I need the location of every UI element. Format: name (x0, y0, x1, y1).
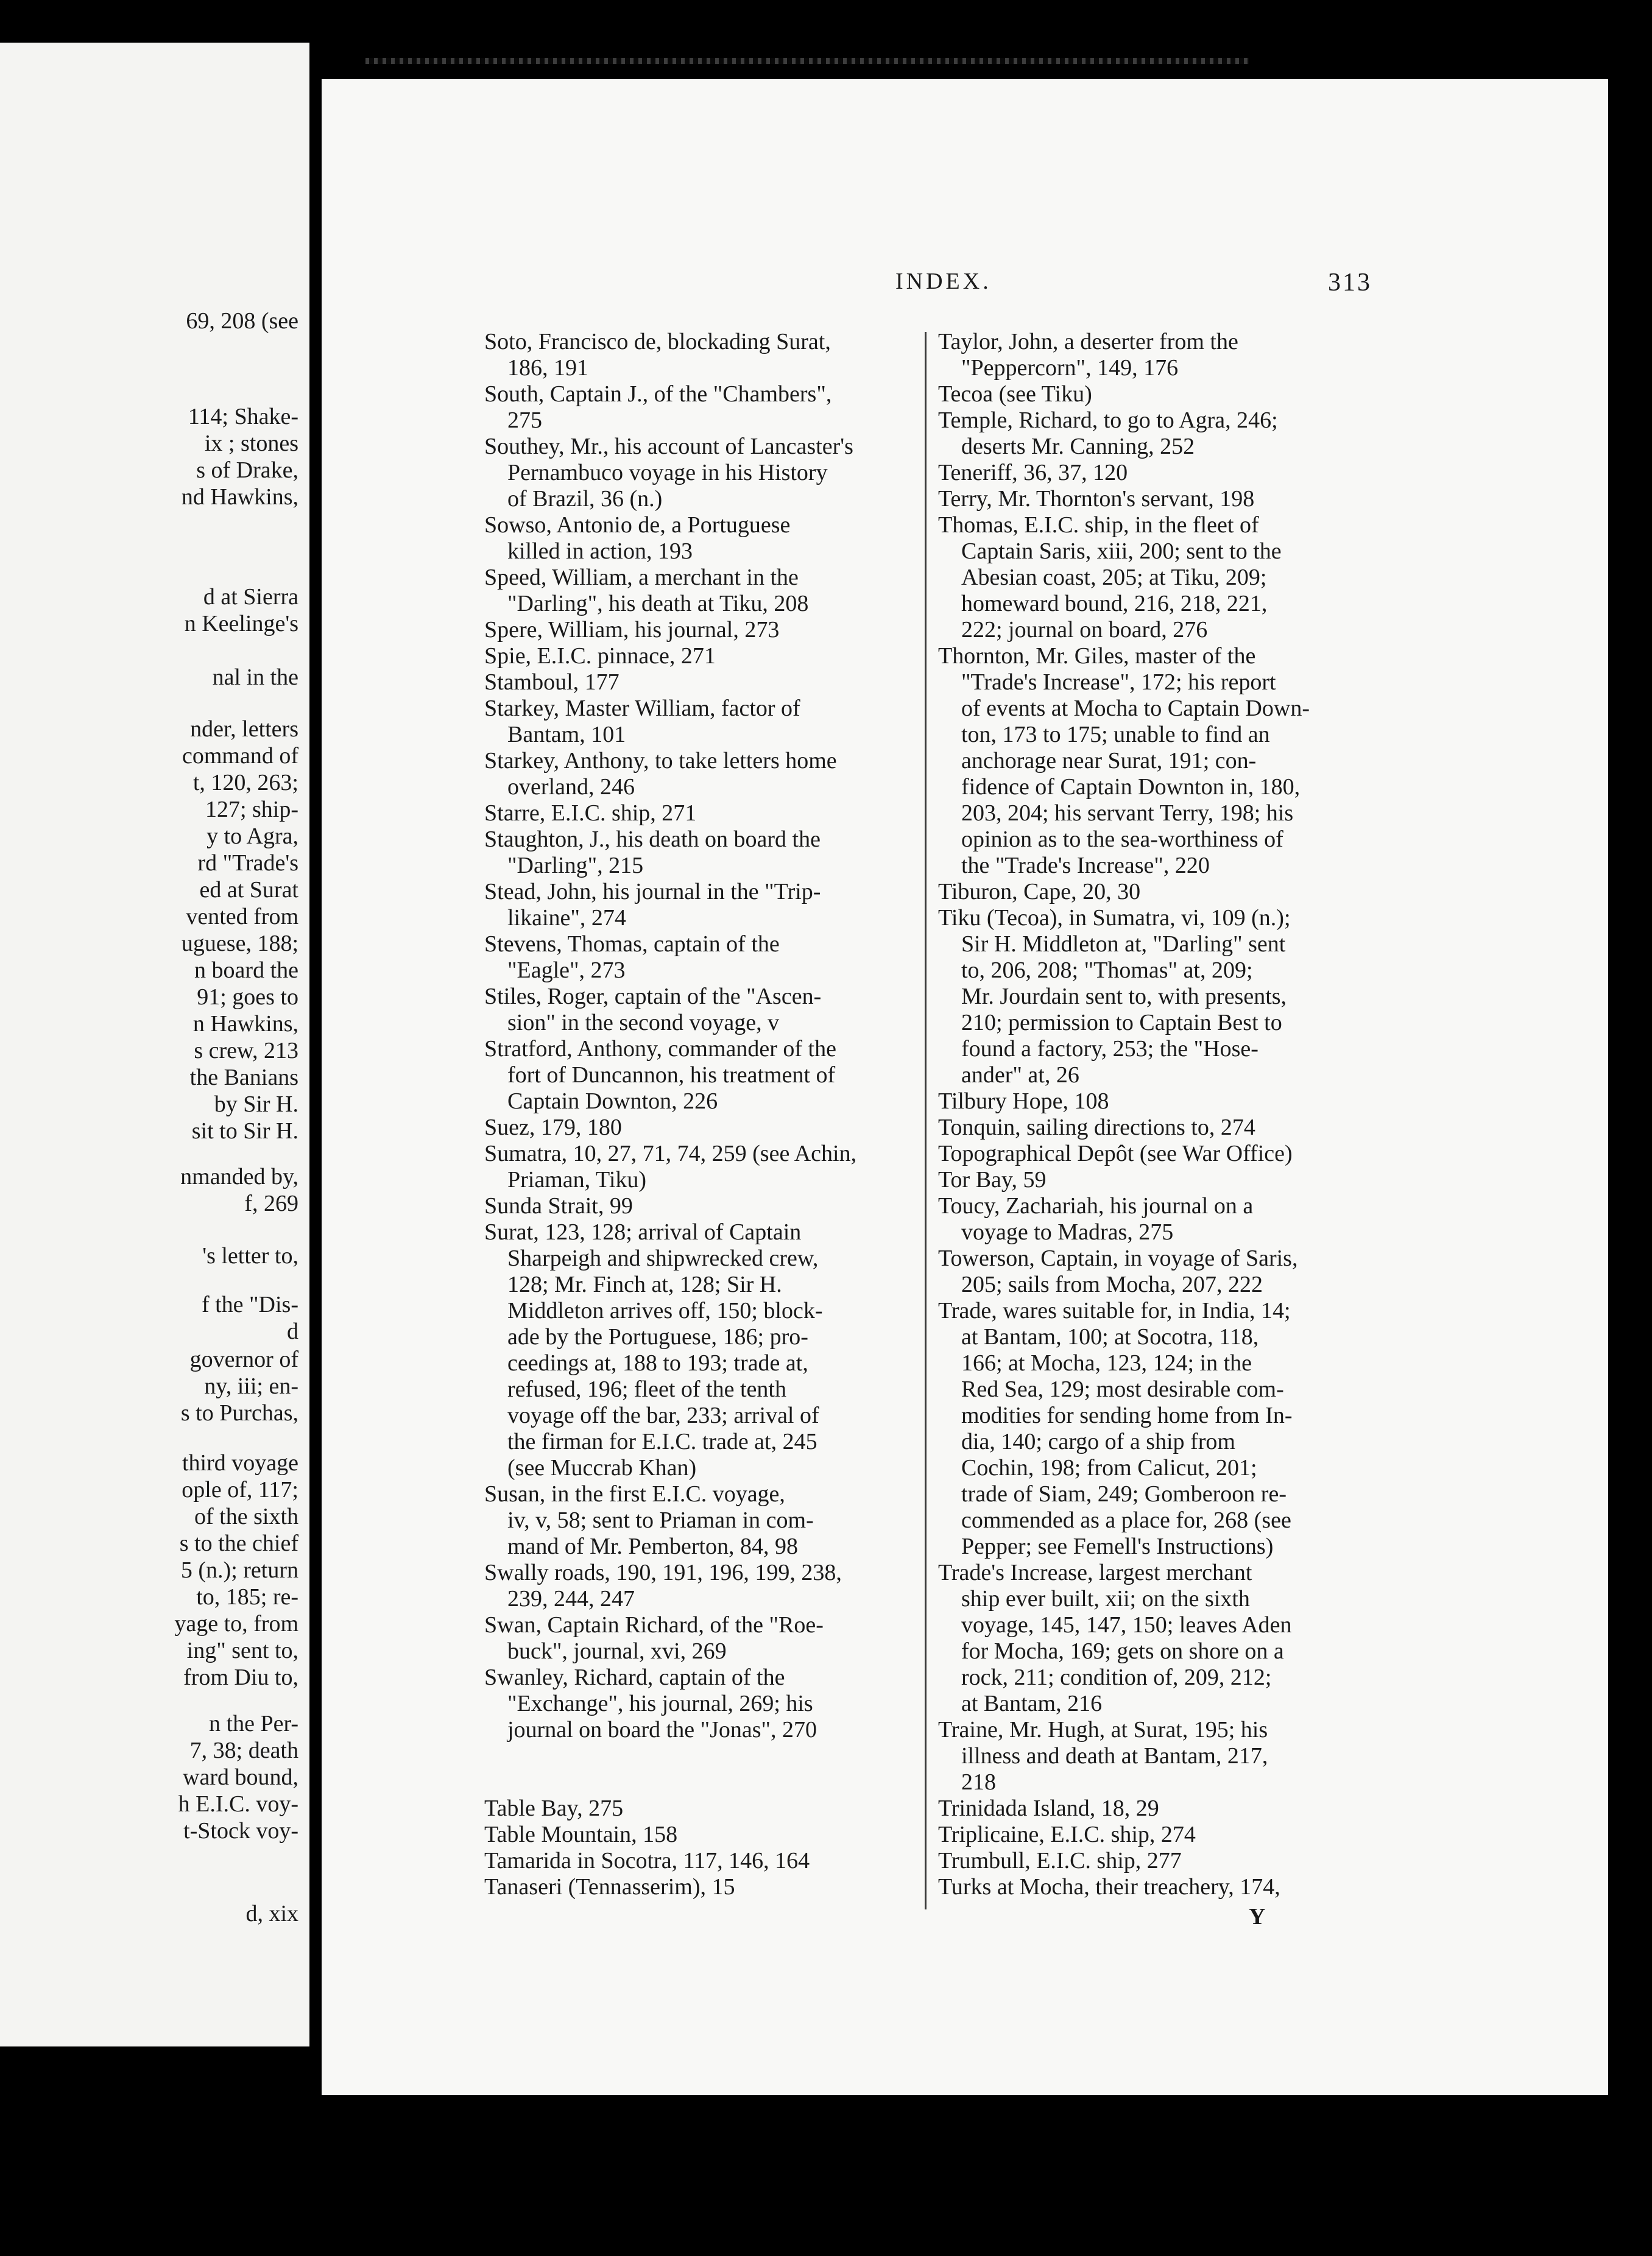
entry-heading-line: Tiku (Tecoa), in Sumatra, vi, 109 (n.); (938, 905, 1291, 931)
left-page-fragment: governor of (189, 1347, 298, 1372)
entry-heading-line: Taylor, John, a deserter from the (938, 329, 1238, 354)
entry-continuation-line: Bantam, 101 (507, 722, 626, 747)
left-page-fragment: s crew, 213 (194, 1038, 298, 1063)
entry-continuation-line: refused, 196; fleet of the tenth (507, 1377, 786, 1402)
entry-continuation-line: at Bantam, 216 (961, 1691, 1103, 1716)
left-page-fragment: n Keelinge's (184, 611, 298, 636)
entry-heading-line: South, Captain J., of the "Chambers", (484, 381, 832, 407)
entry-continuation-line: Abesian coast, 205; at Tiku, 209; (961, 565, 1267, 590)
entry-heading-line: Stevens, Thomas, captain of the (484, 931, 780, 957)
entry-heading-line: Starkey, Anthony, to take letters home (484, 748, 837, 774)
entry-continuation-line: Pernambuco voyage in his History (507, 460, 828, 485)
index-entry (938, 460, 1378, 486)
left-page-fragment: s of Drake, (196, 457, 298, 483)
left-page-fragment: n Hawkins, (192, 1011, 298, 1037)
entry-continuation-line: fort of Duncannon, his treatment of (507, 1062, 836, 1088)
entry-continuation-line: "Darling", his death at Tiku, 208 (507, 591, 809, 616)
index-entry (484, 984, 935, 1036)
entry-heading-line: Teneriff, 36, 37, 120 (938, 460, 1128, 485)
entry-heading-line: Tonquin, sailing directions to, 274 (938, 1115, 1255, 1140)
index-entry (938, 1874, 1378, 1900)
entry-heading-line: Temple, Richard, to go to Agra, 246; (938, 407, 1278, 433)
index-entry (484, 565, 935, 617)
entry-continuation-line: homeward bound, 216, 218, 221, (961, 591, 1268, 616)
index-entry (484, 643, 935, 669)
index-entry (484, 512, 935, 565)
entry-continuation-line: 275 (507, 407, 542, 433)
entry-heading-line: Staughton, J., his death on board the (484, 827, 821, 852)
entry-heading-line: Trinidada Island, 18, 29 (938, 1796, 1159, 1821)
index-entry (484, 800, 935, 827)
entry-heading-line: Toucy, Zachariah, his journal on a (938, 1193, 1254, 1219)
entry-continuation-line: 166; at Mocha, 123, 124; in the (961, 1350, 1252, 1376)
index-entry (484, 1481, 935, 1560)
index-entry (484, 827, 935, 879)
entry-heading-line: Swan, Captain Richard, of the "Roe- (484, 1612, 824, 1638)
entry-continuation-line: Middleton arrives off, 150; block- (507, 1298, 823, 1324)
left-page-fragment: ed at Surat (199, 877, 298, 903)
index-entry (938, 512, 1378, 643)
left-page-fragment: t, 120, 263; (192, 770, 298, 795)
left-page-fragment: nder, letters (190, 716, 298, 742)
entry-continuation-line: journal on board the "Jonas", 270 (507, 1717, 817, 1743)
entry-continuation-line: voyage, 145, 147, 150; leaves Aden (961, 1612, 1292, 1638)
entry-heading-line: Turks at Mocha, their treachery, 174, (938, 1874, 1280, 1900)
index-entry (938, 1717, 1378, 1796)
entry-continuation-line: Sir H. Middleton at, "Darling" sent (961, 931, 1286, 957)
entry-heading-line: Stiles, Roger, captain of the "Ascen- (484, 984, 822, 1009)
left-page-fragment: ople of, 117; (182, 1477, 298, 1503)
index-entry (484, 1141, 935, 1193)
entry-continuation-line: ship ever built, xii; on the sixth (961, 1586, 1250, 1612)
left-facing-page (0, 43, 309, 2046)
entry-continuation-line: Captain Downton, 226 (507, 1088, 718, 1114)
entry-heading-line: Towerson, Captain, in voyage of Saris, (938, 1246, 1298, 1271)
entry-continuation-line: at Bantam, 100; at Socotra, 118, (961, 1324, 1259, 1350)
index-entry (938, 643, 1378, 879)
left-page-fragment: d (287, 1319, 298, 1344)
entry-continuation-line: overland, 246 (507, 774, 635, 800)
entry-heading-line: Trumbull, E.I.C. ship, 277 (938, 1848, 1182, 1874)
index-entry (484, 879, 935, 931)
left-page-fragment: 114; Shake- (188, 404, 298, 429)
index-entry (938, 1822, 1378, 1848)
entry-continuation-line: Pepper; see Femell's Instructions) (961, 1534, 1274, 1559)
left-page-fragment: 5 (n.); return (180, 1557, 298, 1583)
entry-heading-line: Starkey, Master William, factor of (484, 696, 800, 721)
entry-continuation-line: 218 (961, 1769, 996, 1795)
index-entry (484, 1560, 935, 1612)
entry-heading-line: Susan, in the first E.I.C. voyage, (484, 1481, 785, 1507)
entry-continuation-line: Red Sea, 129; most desirable com- (961, 1377, 1284, 1402)
left-page-fragment: s to Purchas, (180, 1400, 298, 1426)
entry-heading-line: Sowso, Antonio de, a Portuguese (484, 512, 791, 538)
left-page-fragment: nal in the (212, 664, 298, 690)
entry-continuation-line: 203, 204; his servant Terry, 198; his (961, 800, 1294, 826)
entry-heading-line: Spere, William, his journal, 273 (484, 617, 780, 643)
left-page-fragment: 69, 208 (see (186, 308, 298, 334)
left-page-fragment: uguese, 188; (181, 931, 298, 956)
entry-heading-line: Thornton, Mr. Giles, master of the (938, 643, 1256, 669)
index-entry (938, 486, 1378, 512)
entry-heading-line: Suez, 179, 180 (484, 1115, 622, 1140)
signature-mark: Y (1249, 1904, 1266, 1930)
index-entry (484, 329, 935, 381)
index-entry (938, 1560, 1378, 1717)
entry-continuation-line: Sharpeigh and shipwrecked crew, (507, 1246, 819, 1271)
entry-continuation-line: iv, v, 58; sent to Priaman in com- (507, 1507, 814, 1533)
left-page-fragment: d at Sierra (203, 584, 298, 610)
entry-continuation-line: fidence of Captain Downton in, 180, (961, 774, 1301, 800)
index-entry (938, 879, 1378, 905)
index-entry (938, 1167, 1378, 1193)
index-entry (484, 1822, 935, 1848)
entry-continuation-line: ade by the Portuguese, 186; pro- (507, 1324, 808, 1350)
left-page-fragment: from Diu to, (183, 1665, 298, 1690)
left-page-fragment: 127; ship- (205, 797, 298, 822)
entry-continuation-line: killed in action, 193 (507, 538, 693, 564)
column-divider (925, 332, 927, 1909)
index-column-left (484, 329, 935, 1900)
entry-continuation-line: commended as a place for, 268 (see (961, 1507, 1291, 1533)
entry-heading-line: Table Mountain, 158 (484, 1822, 678, 1847)
entry-heading-line: Spie, E.I.C. pinnace, 271 (484, 643, 716, 669)
entry-heading-line: Trade, wares suitable for, in India, 14; (938, 1298, 1291, 1324)
index-entry (484, 381, 935, 434)
left-page-fragment: rd "Trade's (197, 850, 298, 876)
index-entry (938, 1193, 1378, 1246)
entry-heading-line: Table Bay, 275 (484, 1796, 624, 1821)
entry-heading-line: Stratford, Anthony, commander of the (484, 1036, 836, 1062)
entry-continuation-line: voyage to Madras, 275 (961, 1219, 1174, 1245)
left-page-fragment: n board the (194, 957, 298, 983)
entry-heading-line: Sumatra, 10, 27, 71, 74, 259 (see Achin, (484, 1141, 857, 1166)
entry-heading-line: Trade's Increase, largest merchant (938, 1560, 1252, 1585)
index-entry (484, 1848, 935, 1874)
entry-continuation-line: (see Muccrab Khan) (507, 1455, 697, 1481)
entry-continuation-line: ceedings at, 188 to 193; trade at, (507, 1350, 808, 1376)
index-entry (484, 434, 935, 512)
entry-continuation-line: sion" in the second voyage, v (507, 1010, 780, 1035)
left-page-fragment: to, 185; re- (196, 1584, 298, 1610)
index-entry (484, 1612, 935, 1665)
entry-continuation-line: trade of Siam, 249; Gomberoon re- (961, 1481, 1287, 1507)
entry-continuation-line: likaine", 274 (507, 905, 626, 931)
entry-continuation-line: to, 206, 208; "Thomas" at, 209; (961, 957, 1253, 983)
entry-continuation-line: "Eagle", 273 (507, 957, 626, 983)
page-number: 313 (1328, 269, 1372, 297)
entry-continuation-line: mand of Mr. Pemberton, 84, 98 (507, 1534, 799, 1559)
entry-heading-line: Stamboul, 177 (484, 669, 620, 695)
index-entry (484, 1665, 935, 1743)
entry-continuation-line: "Exchange", his journal, 269; his (507, 1691, 813, 1716)
entry-continuation-line: 239, 244, 247 (507, 1586, 635, 1612)
index-entry (938, 1796, 1378, 1822)
entry-continuation-line: opinion as to the sea-worthiness of (961, 827, 1283, 852)
index-entry (938, 1115, 1378, 1141)
left-page-fragment: d, xix (245, 1901, 298, 1926)
left-page-fragment: of the sixth (194, 1504, 298, 1529)
entry-heading-line: Stead, John, his journal in the "Trip- (484, 879, 821, 904)
left-page-fragment: the Banians (189, 1065, 298, 1090)
index-entry (484, 1193, 935, 1219)
entry-heading-line: Tor Bay, 59 (938, 1167, 1047, 1193)
entry-heading-line: Traine, Mr. Hugh, at Surat, 195; his (938, 1717, 1268, 1743)
entry-continuation-line: "Peppercorn", 149, 176 (961, 355, 1179, 381)
index-entry (938, 1088, 1378, 1115)
index-entry (938, 1246, 1378, 1298)
entry-continuation-line: rock, 211; condition of, 209, 212; (961, 1665, 1272, 1690)
entry-continuation-line: 210; permission to Captain Best to (961, 1010, 1282, 1035)
entry-heading-line: Sunda Strait, 99 (484, 1193, 633, 1219)
left-page-fragment: 's letter to, (202, 1243, 298, 1269)
left-page-fragment: ing" sent to, (186, 1638, 298, 1663)
entry-continuation-line: Captain Saris, xiii, 200; sent to the (961, 538, 1282, 564)
left-page-fragment: sit to Sir H. (191, 1118, 298, 1144)
entry-continuation-line: voyage off the bar, 233; arrival of (507, 1403, 819, 1428)
left-page-fragment: vented from (186, 904, 298, 929)
index-entry (484, 1036, 935, 1115)
entry-heading-line: Southey, Mr., his account of Lancaster's (484, 434, 853, 459)
entry-continuation-line: of events at Mocha to Captain Down- (961, 696, 1310, 721)
left-page-fragment: y to Agra, (206, 823, 298, 849)
index-entry (938, 381, 1378, 407)
entry-heading-line: Swally roads, 190, 191, 196, 199, 238, (484, 1560, 842, 1585)
left-page-fragment: h E.I.C. voy- (178, 1791, 298, 1817)
entry-continuation-line: 186, 191 (507, 355, 588, 381)
left-page-fragment: third voyage (182, 1450, 298, 1476)
entry-continuation-line: "Trade's Increase", 172; his report (961, 669, 1276, 695)
entry-heading-line: Speed, William, a merchant in the (484, 565, 799, 590)
entry-heading-line: Soto, Francisco de, blockading Surat, (484, 329, 831, 354)
entry-continuation-line: 128; Mr. Finch at, 128; Sir H. (507, 1272, 782, 1297)
entry-continuation-line: of Brazil, 36 (n.) (507, 486, 663, 512)
entry-continuation-line: Cochin, 198; from Calicut, 201; (961, 1455, 1257, 1481)
left-page-fragment: 7, 38; death (189, 1738, 298, 1763)
entry-heading-line: Tecoa (see Tiku) (938, 381, 1092, 407)
entry-heading-line: Tilbury Hope, 108 (938, 1088, 1109, 1114)
left-page-fragment: by Sir H. (214, 1091, 298, 1117)
index-entry (938, 407, 1378, 460)
entry-continuation-line: 205; sails from Mocha, 207, 222 (961, 1272, 1263, 1297)
entry-continuation-line: anchorage near Surat, 191; con- (961, 748, 1257, 774)
entry-heading-line: Surat, 123, 128; arrival of Captain (484, 1219, 802, 1245)
left-page-fragment: s to the chief (179, 1531, 298, 1556)
scan-edge-artifact (365, 58, 1249, 64)
index-entry (484, 748, 935, 800)
entry-heading-line: Swanley, Richard, captain of the (484, 1665, 785, 1690)
entry-heading-line: Terry, Mr. Thornton's servant, 198 (938, 486, 1255, 512)
index-entry (484, 1219, 935, 1481)
entry-heading-line: Tanaseri (Tennasserim), 15 (484, 1874, 735, 1900)
entry-continuation-line: 222; journal on board, 276 (961, 617, 1208, 643)
index-entry (938, 1141, 1378, 1167)
entry-continuation-line: modities for sending home from In- (961, 1403, 1293, 1428)
index-entry (938, 1298, 1378, 1560)
entry-continuation-line: the firman for E.I.C. trade at, 245 (507, 1429, 817, 1454)
left-page-fragment: ward bound, (183, 1764, 298, 1790)
index-entry (484, 931, 935, 984)
left-page-fragment: t-Stock voy- (183, 1818, 298, 1844)
index-entry (938, 329, 1378, 381)
index-entry (484, 617, 935, 643)
entry-heading-line: Triplicaine, E.I.C. ship, 274 (938, 1822, 1196, 1847)
entry-continuation-line: Mr. Jourdain sent to, with presents, (961, 984, 1287, 1009)
index-entry (938, 905, 1378, 1088)
entry-continuation-line: "Darling", 215 (507, 853, 644, 878)
index-entry (484, 1115, 935, 1141)
left-page-fragment: ny, iii; en- (204, 1373, 298, 1399)
left-page-fragment: nd Hawkins, (181, 484, 298, 510)
entry-continuation-line: ander" at, 26 (961, 1062, 1079, 1088)
left-page-fragment: ix ; stones (204, 431, 298, 456)
entry-continuation-line: deserts Mr. Canning, 252 (961, 434, 1195, 459)
entry-continuation-line: illness and death at Bantam, 217, (961, 1743, 1268, 1769)
entry-continuation-line: for Mocha, 169; gets on shore on a (961, 1638, 1284, 1664)
left-page-fragment: f, 269 (244, 1191, 298, 1216)
entry-heading-line: Tiburon, Cape, 20, 30 (938, 879, 1141, 904)
entry-heading-line: Topographical Depôt (see War Office) (938, 1141, 1293, 1166)
index-column-right (938, 329, 1378, 1900)
entry-continuation-line: dia, 140; cargo of a ship from (961, 1429, 1235, 1454)
left-page-fragment: command of (182, 743, 298, 769)
index-entry (938, 1848, 1378, 1874)
entry-continuation-line: buck", journal, xvi, 269 (507, 1638, 727, 1664)
index-entry (484, 669, 935, 696)
entry-continuation-line: Priaman, Tiku) (507, 1167, 647, 1193)
index-letter-t-block (484, 1796, 935, 1900)
left-page-fragment: f the "Dis- (201, 1292, 298, 1317)
left-page-fragment: yage to, from (174, 1611, 298, 1637)
index-entry (484, 1874, 935, 1900)
index-entry (484, 1796, 935, 1822)
entry-continuation-line: found a factory, 253; the "Hose- (961, 1036, 1258, 1062)
entry-heading-line: Starre, E.I.C. ship, 271 (484, 800, 697, 826)
running-head: INDEX. (895, 269, 992, 294)
index-entry (484, 696, 935, 748)
entry-continuation-line: ton, 173 to 175; unable to find an (961, 722, 1270, 747)
entry-continuation-line: the "Trade's Increase", 220 (961, 853, 1210, 878)
left-page-fragment: 91; goes to (197, 984, 298, 1010)
left-page-fragment: n the Per- (209, 1711, 298, 1736)
left-page-fragment: nmanded by, (180, 1164, 298, 1190)
entry-heading-line: Tamarida in Socotra, 117, 146, 164 (484, 1848, 810, 1874)
entry-heading-line: Thomas, E.I.C. ship, in the fleet of (938, 512, 1259, 538)
